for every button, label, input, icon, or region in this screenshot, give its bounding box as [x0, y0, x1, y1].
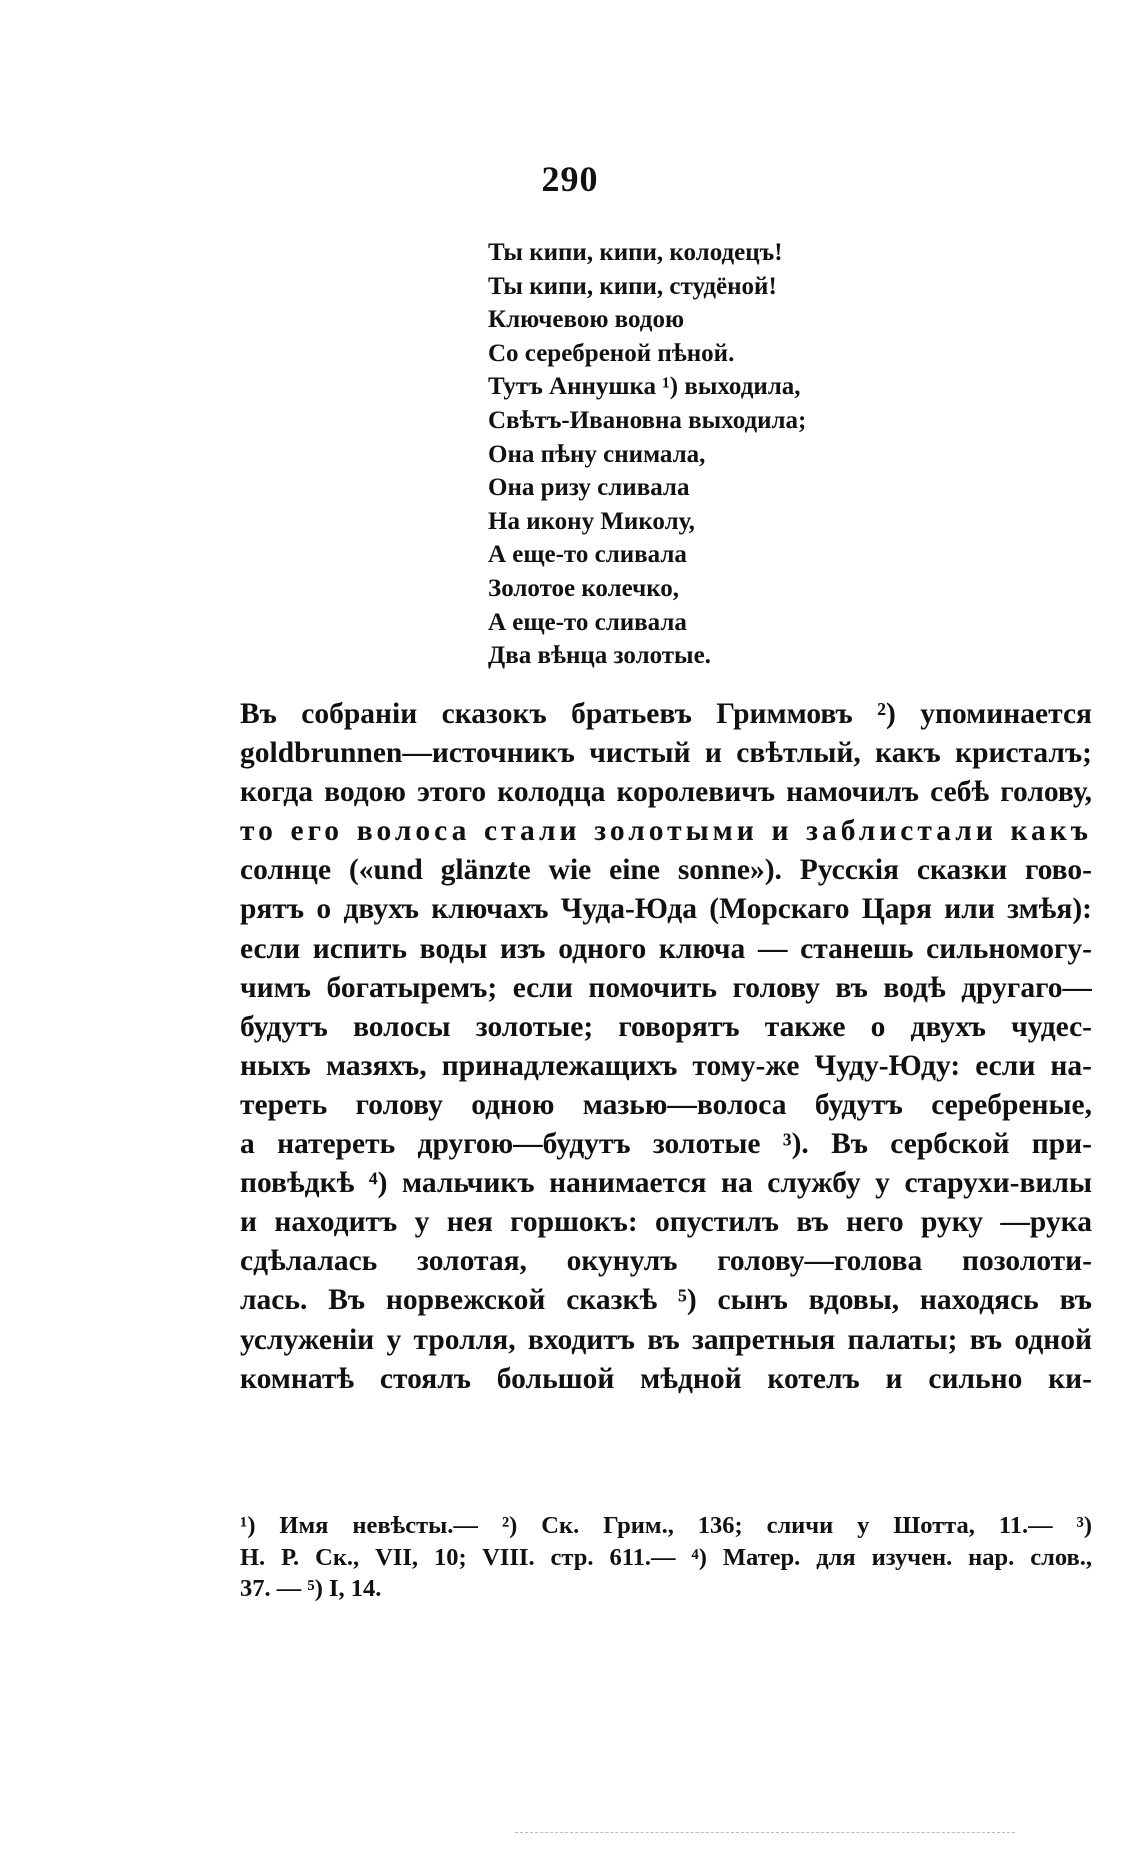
footnote-line: ¹) Имя невѣсты.— ²) Ск. Грим., 136; сличи у Шотта, 11.— ³) [240, 1512, 1092, 1539]
poem-line: А еще-то сливала [488, 541, 687, 569]
poem-line: Со серебреной пѣной. [488, 339, 735, 367]
poem-line: Два вѣнца золотые. [488, 642, 711, 670]
body-line: goldbrunnen—источникъ чистый и свѣтлый, какъ кристалъ; [240, 737, 1092, 770]
body-paragraph [240, 695, 1092, 1399]
body-line: тереть голову одною мазью—волоса будутъ серебреные, [240, 1088, 1092, 1121]
page-number: 290 [541, 159, 599, 199]
body-line: и находитъ у нея горшокъ: опустилъ въ него руку —рука [240, 1206, 1092, 1239]
body-line: сдѣлалась золотая, окунулъ голову—голова позолоти- [240, 1245, 1092, 1278]
body-line: повѣдкѣ ⁴) мальчикъ нанимается на службу у старухи-вилы [240, 1167, 1092, 1200]
body-line: а натереть другою—будутъ золотые ³). Въ сербской при- [240, 1128, 1092, 1161]
footnotes [240, 1510, 1092, 1605]
poem-line: Она ризу сливала [488, 474, 690, 502]
poem-line: Ты кипи, кипи, студёной! [488, 272, 777, 300]
poem-line: На икону Миколу, [488, 507, 695, 535]
poem-line: Она пѣну снимала, [488, 440, 706, 468]
poem-line: А еще-то сливала [488, 608, 687, 636]
body-line: комнатѣ стоялъ большой мѣдной котелъ и сильно ки- [240, 1362, 1092, 1395]
poem-line: Ключевою водою [488, 306, 685, 334]
footnote-line: Н. Р. Ск., VII, 10; VIII. стр. 611.— ⁴) Матер. для изучен. нар. слов., [240, 1543, 1092, 1571]
body-line: если испить воды изъ одного ключа — станешь сильномогу- [240, 932, 1092, 965]
footnote-line: 37. — ⁵) I, 14. [240, 1575, 382, 1602]
scan-edge-divider [515, 1832, 1015, 1833]
body-line: Въ собраніи сказокъ братьевъ Гриммовъ ²) упоминается [240, 698, 1092, 730]
poem-line: Свѣтъ-Ивановна выходила; [488, 406, 807, 434]
body-line: когда водою этого колодца королевичъ намочилъ себѣ голову, [240, 776, 1092, 809]
body-line: ныхъ мазяхъ, принадлежащихъ тому-же Чуду-Юду: если на- [240, 1049, 1092, 1082]
body-line: лась. Въ норвежской сказкѣ ⁵) сынъ вдовы, находясь въ [240, 1284, 1092, 1317]
poem-line: Тутъ Аннушка ¹) выходила, [488, 373, 801, 401]
poem [488, 236, 806, 673]
body-line: солнце («und glänzte wie eine sonne»). Русскія сказки гово- [240, 854, 1092, 887]
body-line: чимъ богатыремъ; если помочить голову въ водѣ другаго— [240, 971, 1092, 1004]
body-line: то его волоса стали золотыми и заблистали какъ [240, 815, 1092, 848]
body-line: услуженіи у тролля, входитъ въ запретныя палаты; въ одной [240, 1323, 1092, 1356]
poem-line: Ты кипи, кипи, колодецъ! [488, 239, 783, 266]
body-line: будутъ волосы золотые; говорятъ также о двухъ чудес- [240, 1010, 1092, 1043]
body-line: рятъ о двухъ ключахъ Чуда-Юда (Морскаго Царя или змѣя): [240, 893, 1092, 926]
poem-line: Золотое колечко, [488, 574, 680, 602]
